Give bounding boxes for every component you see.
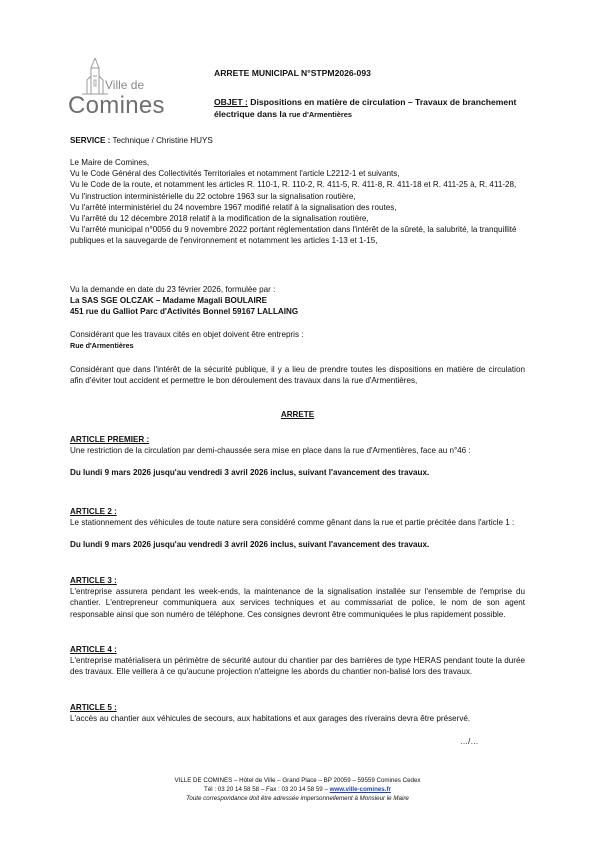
article-dates: Du lundi 9 mars 2026 jusqu'au vendredi 3 avril 2026 inclus, suivant l'avancement des travaux. bbox=[70, 540, 430, 550]
visa-line: Vu le Code de la route, et notamment les articles R. 110-1, R. 110-2, R. 411-5, R. 411-8, R. 411-18 et R. 411-25 à, R. 411-28, bbox=[70, 180, 517, 190]
website-link[interactable]: www.ville-comines.fr bbox=[329, 786, 391, 793]
article-text: L'entreprise assurera pendant les week-ends, la maintenance de la signalisation installée sur l'ensemble de l'emprise du chantier. L'entrepreneur communiquera aux services techniques et au commissariat de police, le nom de son agent responsable ainsi que son numéro de téléphone. Ces consignes devront être communiquées le plus rapidement possible. bbox=[70, 587, 525, 619]
visa-line: Vu l'arrêté interministériel du 24 novembre 1967 modifié relatif à la signalisation des routes, bbox=[70, 202, 397, 212]
considerant-2-text: Considérant que dans l'intérêt de la sécurité publique, il y a lieu de prendre toutes les dispositions en matière de circulation afin d'éviter tout accident et permettre le bon déroulement des travaux dans la rue d'Armentières, bbox=[70, 365, 525, 386]
article-title: ARTICLE 4 : bbox=[70, 645, 117, 654]
arrete-title bbox=[70, 409, 525, 420]
page-footer bbox=[70, 776, 525, 803]
considerant-1-text: Considérant que les travaux cités en objet doivent être entrepris : bbox=[70, 330, 304, 339]
logo-comines-text: Comines bbox=[68, 92, 165, 119]
article-title: ARTICLE 2 : bbox=[70, 507, 117, 516]
article-3 bbox=[70, 575, 525, 620]
demande-block bbox=[70, 284, 525, 318]
article-title: ARTICLE PREMIER : bbox=[70, 435, 150, 444]
visa-line: Vu l'arrêté du 12 décembre 2018 relatif à la modification de la signalisation routière, bbox=[70, 214, 369, 224]
continuation-mark: …/… bbox=[460, 737, 479, 746]
demande-address: 451 rue du Galliot Parc d'Activités Bonnel 59167 LALLAING bbox=[70, 307, 299, 317]
article-dates: Du lundi 9 mars 2026 jusqu'au vendredi 3 avril 2026 inclus, suivant l'avancement des travaux. bbox=[70, 468, 430, 478]
footer-address: VILLE DE COMINES – Hôtel de Ville – Grand Place – BP 20059 – 59559 Comines Cedex bbox=[174, 777, 421, 784]
article-text: Le stationnement des véhicules de toute nature sera considéré comme gênant dans la rue et partie précitée dans l'article 1 : bbox=[70, 518, 515, 528]
service-text: Technique / Christine HUYS bbox=[110, 136, 213, 145]
article-5 bbox=[70, 702, 525, 724]
arrete-title-text: ARRETE bbox=[280, 410, 315, 419]
demande-company: La SAS SGE OLCZAK – Madame Magali BOULAIRE bbox=[70, 296, 267, 306]
article-text: L'entreprise matérialisera un périmètre de sécurité autour du chantier par des barrières de type HERAS pendant toute la durée des travaux. Elle veillera à ce qu'aucune projection n'atteigne les abords du chantier non-balisé lors des travaux. bbox=[70, 656, 525, 677]
visa-line: Le Maire de Comines, bbox=[70, 158, 150, 167]
service-label: SERVICE : bbox=[70, 136, 111, 145]
service-line bbox=[70, 135, 525, 146]
demande-text: Vu la demande en date du 23 février 2026, formulée par : bbox=[70, 285, 276, 294]
objet-block bbox=[214, 96, 526, 121]
article-text: Une restriction de la circulation par demi-chaussée sera mise en place dans la rue d'Armentières, face au n°46 : bbox=[70, 446, 471, 456]
article-4 bbox=[70, 644, 525, 678]
considerant-1-street: Rue d'Armentières bbox=[70, 341, 134, 351]
article-1 bbox=[70, 434, 525, 479]
article-title: ARTICLE 5 : bbox=[70, 703, 117, 712]
objet-text: Dispositions en matière de circulation – Travaux de branchement électrique dans la bbox=[214, 97, 517, 119]
footer-phone: Tél : 03 20 14 58 58 – Fax : 03 20 14 58 59 – bbox=[204, 786, 330, 793]
article-2 bbox=[70, 506, 525, 551]
article-title: ARTICLE 3 : bbox=[70, 576, 117, 585]
objet-street: rue d'Armentières bbox=[289, 110, 352, 119]
considerant-2 bbox=[70, 364, 525, 386]
logo-ville-text: Ville de bbox=[105, 78, 145, 92]
considerant-1 bbox=[70, 329, 525, 351]
visas-block bbox=[70, 157, 525, 247]
article-text: L'accès au chantier aux véhicules de secours, aux habitations et aux garages des riverains devra être préservé. bbox=[70, 714, 471, 724]
arrete-reference: ARRETE MUNICIPAL N°STPM2026-093 bbox=[214, 68, 371, 78]
footer-contact bbox=[70, 785, 525, 794]
city-logo bbox=[66, 52, 176, 122]
visa-line: Vu l'instruction interministérielle du 22 octobre 1963 sur la signalisation routière, bbox=[70, 191, 356, 201]
objet-label: OBJET : bbox=[214, 97, 248, 107]
footer-note: Toute correspondance doit être adressée impersonnellement à Monsieur le Maire bbox=[186, 795, 409, 802]
visa-line: Vu le Code Général des Collectivités Territoriales et notamment l'article L2212-1 et suivants, bbox=[70, 169, 400, 179]
visa-line: Vu l'arrêté municipal n°0056 du 9 novembre 2022 portant réglementation dans l'intérêt de la sûreté, la salubrité, la tranquillité publiques et la sauvegarde de l'environnement et notamment les articles 1-13 et 1-15, bbox=[70, 225, 517, 246]
